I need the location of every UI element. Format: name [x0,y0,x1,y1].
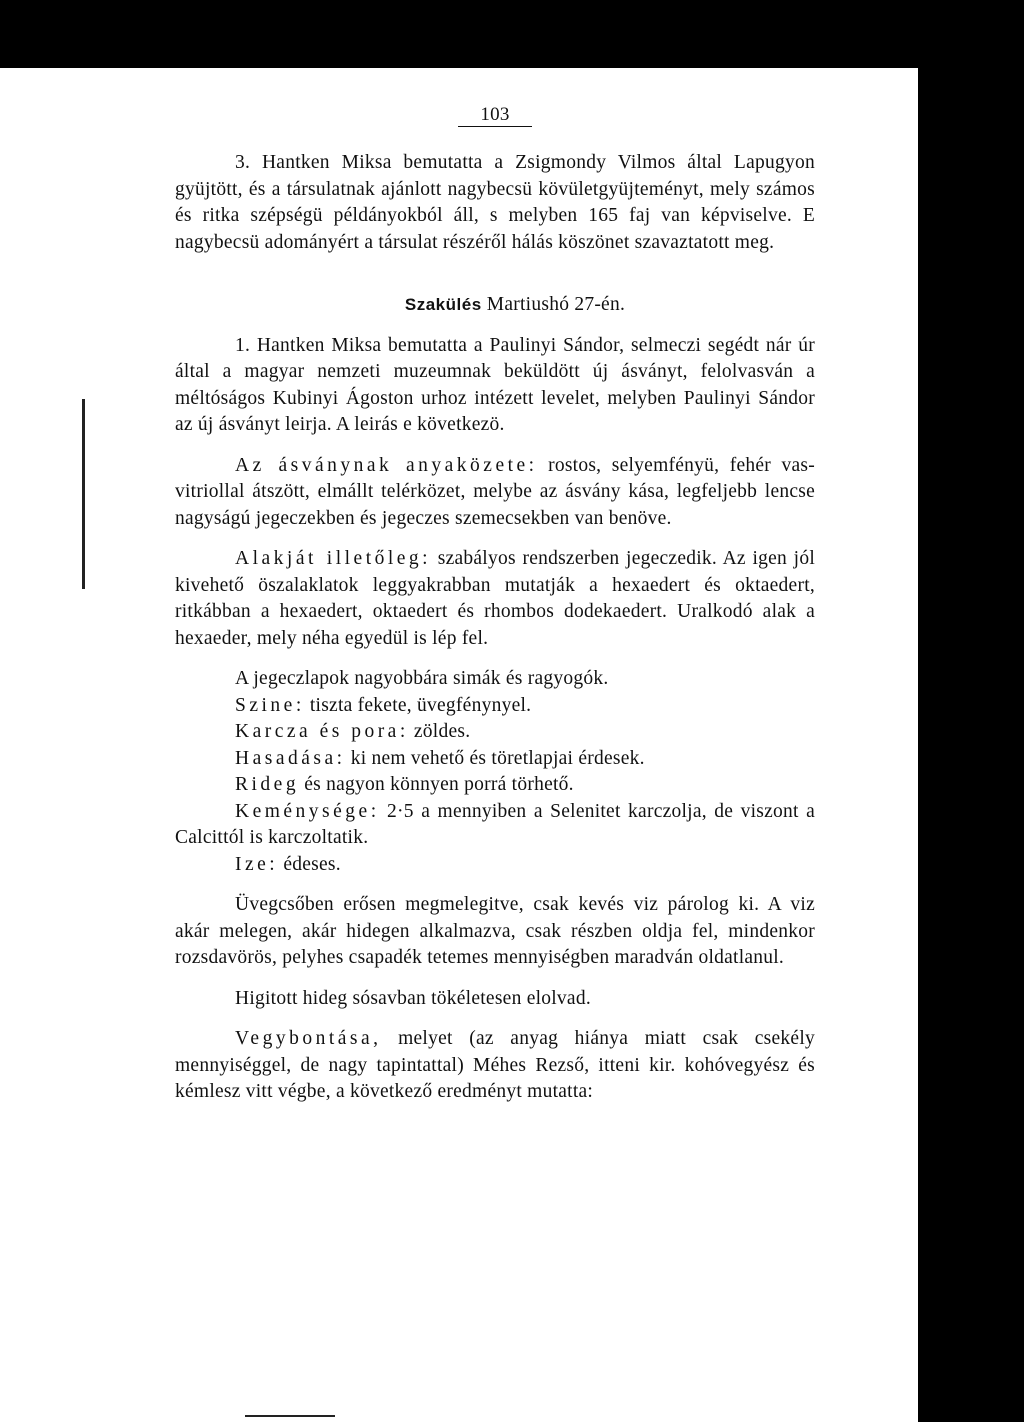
page-number: 103 [175,102,815,128]
scan-edge [918,68,1024,1422]
paragraph-anyakozet: Az ásványnak anyaközete: rostos, selyemfényü, fehér vas-vitriollal átszött, elmállt telérközet, melybe az ásvány kása, legfeljebb lencse nagyságú jegeczekben és jegeczes szemecsekben van benöve. [175,454,816,529]
paragraph-ize: Ize: édeses. [235,853,341,875]
label-karcza: Karcza és pora: [235,721,409,742]
paragraph-szine: Szine: tiszta fekete, üvegfénynyel. [235,694,532,716]
margin-mark [82,399,85,589]
label-rideg: Rideg [235,774,300,795]
paragraph-karcza: Karcza és pora: zöldes. [235,721,471,742]
paragraph-alakjat: Alakját illetőleg: szabályos rendszerben jegeczedik. Az igen jól kivehető öszalaklatok leggyakrabban mutatják a hexaedert és oktaedert, ritkábban a hexaedert, oktaedert és rhombos dodekaedert. Uralkodó alak a hexaeder, mely néha egyedül is lép fel. [175,548,816,649]
label-vegybontasa: Vegybontása, [235,1028,382,1049]
paragraph-jegeczlapok: A jegeczlapok nagyobbára simák és ragyogók. [235,668,609,689]
paragraph-vegybontasa: Vegybontása, melyet (az anyag hiánya miatt csak csekély mennyiséggel, de nagy tapintattal) Méhes Rezső, itteni kir. kohóvegyész és kémlesz vitt végbe, a következő eredményt mutatta: [175,1028,815,1102]
top-rule [0,68,918,71]
paragraph-uvegcso: Üvegcsőben erősen megmelegitve, csak kevés viz párolog ki. A viz akár melegen, akár hidegen alkalmazva, csak részben oldja fel, mindenkor rozsdavörös, pelyhes csapadék tetemes mennyiségben maradván oldatlanul. [175,894,815,968]
paragraph-item-3: 3. Hantken Miksa bemutatta a Zsigmondy Vilmos által Lapugyon gyüjtött, és a társulatnak ajánlott nagybecsü kövületgyüjteményt, mely számos és ritka szépségü példányokból áll, s melyben 165 faj van képviselve. E nagybecsü adományért a társulat részéről hálás köszönet szavaztatott meg. [175,152,815,253]
paragraph-item-1: 1. Hantken Miksa bemutatta a Paulinyi Sándor, selmeczi segédt nár úr által a magyar nemzeti muzeumnak beküldött új ásványt, felolvasván a méltóságos Kubinyi Ágoston urhoz intézett levelet, melyben Paulinyi Sándor az új ásványt leirja. A leirás e következö. [175,334,815,435]
paragraph-kemenysege: Keménysége: 2·5 a mennyiben a Selenitet karczolja, de viszont a Calcittól is karczoltatik. [175,800,815,848]
paragraph-rideg: Rideg és nagyon könnyen porrá törhető. [235,774,574,795]
label-szine: Szine: [235,694,305,716]
label-anyakozet: Az ásványnak anyaközete: [235,454,538,476]
document-page [0,68,1024,1422]
section-heading [175,292,815,319]
paragraph-higitott: Higitott hideg sósavban tökéletesen elolvad. [235,987,591,1009]
label-alakjat: Alakját illetőleg: [235,548,432,569]
heading-date: Martiushó 27-én. [481,294,626,315]
label-hasadasa: Hasadása: [235,747,346,769]
label-ize: Ize: [235,853,279,875]
label-kemenysege: Keménysége: [235,800,380,822]
page-content [175,102,815,1106]
paragraph-hasadasa: Hasadása: ki nem vehető és töretlapjai érdesek. [235,747,645,769]
footer-rule [245,1415,335,1417]
heading-bold: Szakülés [404,295,482,314]
